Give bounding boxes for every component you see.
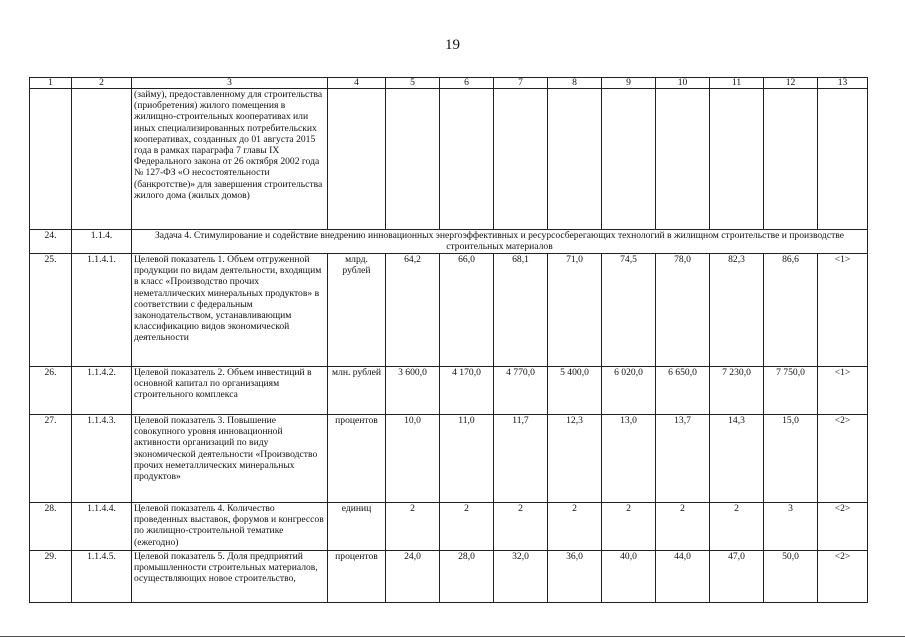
row-code: 1.1.4.4.	[72, 503, 132, 551]
table-row	[30, 367, 868, 415]
scan-bottom-edge	[0, 636, 905, 641]
value-cell: 68,1	[494, 254, 548, 367]
value-cell: 64,2	[386, 254, 440, 367]
indicator-text: Целевой показатель 4. Количество проведенных выставок, форумов и конгрессов по жилищно-строительной тематике (ежегодно)	[132, 503, 328, 551]
indicator-text: Целевой показатель 1. Объем отгруженной продукции по видам деятельности, входящим в класс «Производство прочих неметаллических минеральных продуктов» в соответствии с федеральным законодательством, устанавливающим классификацию видов экономической деятельности	[132, 254, 328, 367]
column-header: 8	[548, 78, 602, 89]
value-cell: 2	[386, 503, 440, 551]
note-cell: <2>	[818, 415, 868, 503]
row-number: 26.	[30, 367, 72, 415]
value-cell: 13,7	[656, 415, 710, 503]
column-header: 13	[818, 78, 868, 89]
indicator-text: Целевой показатель 2. Объем инвестиций в основной капитал по организациям строительного комплекса	[132, 367, 328, 415]
task-row	[30, 230, 868, 254]
column-header: 4	[328, 78, 386, 89]
column-header: 7	[494, 78, 548, 89]
cell-empty	[30, 89, 72, 230]
value-cell: 44,0	[656, 551, 710, 603]
unit: млн. рублей	[328, 367, 386, 415]
value-cell: 47,0	[710, 551, 764, 603]
row-code: 1.1.4.2.	[72, 367, 132, 415]
table-row	[30, 503, 868, 551]
row-number: 27.	[30, 415, 72, 503]
column-header: 9	[602, 78, 656, 89]
column-header: 1	[30, 78, 72, 89]
value-cell: 11,0	[440, 415, 494, 503]
cell-empty	[494, 89, 548, 230]
value-cell: 12,3	[548, 415, 602, 503]
value-cell: 13,0	[602, 415, 656, 503]
indicator-text: Целевой показатель 5. Доля предприятий промышленности строительных материалов, осуществляющих новое строительство,	[132, 551, 328, 603]
table-row	[30, 551, 868, 603]
value-cell: 7 230,0	[710, 367, 764, 415]
value-cell: 3	[764, 503, 818, 551]
note-cell: <2>	[818, 551, 868, 603]
table-row	[30, 254, 868, 367]
note-cell: <2>	[818, 503, 868, 551]
value-cell: 40,0	[602, 551, 656, 603]
cell-empty	[764, 89, 818, 230]
value-cell: 2	[494, 503, 548, 551]
unit: процентов	[328, 551, 386, 603]
value-cell: 82,3	[710, 254, 764, 367]
cell-empty	[328, 89, 386, 230]
cell-empty	[440, 89, 494, 230]
row-code: 1.1.4.5.	[72, 551, 132, 603]
value-cell: 2	[602, 503, 656, 551]
value-cell: 10,0	[386, 415, 440, 503]
value-cell: 4 170,0	[440, 367, 494, 415]
cell-empty	[72, 89, 132, 230]
column-header: 6	[440, 78, 494, 89]
value-cell: 36,0	[548, 551, 602, 603]
note-cell: <1>	[818, 367, 868, 415]
value-cell: 11,7	[494, 415, 548, 503]
page-number: 19	[445, 37, 460, 53]
cell-empty	[710, 89, 764, 230]
value-cell: 2	[548, 503, 602, 551]
column-header: 2	[72, 78, 132, 89]
value-cell: 32,0	[494, 551, 548, 603]
column-header: 10	[656, 78, 710, 89]
indicator-text: Целевой показатель 3. Повышение совокупного уровня инновационной активности организаций по виду экономической деятельности «Производство прочих неметаллических минеральных продуктов»	[132, 415, 328, 503]
column-header: 12	[764, 78, 818, 89]
value-cell: 3 600,0	[386, 367, 440, 415]
row-code: 1.1.4.3.	[72, 415, 132, 503]
continuation-text: (займу), предоставленному для строительства (приобретения) жилого помещения в жилищно-строительных кооперативах или иных специализированных потребительских кооперативах, созданных до 01 августа 2015 года в рамках параграфа 7 главы IX Федерального закона от 26 октября 2002 года № 127-ФЗ «О несостоятельности (банкротстве)» для завершения строительства жилого дома (жилых домов)	[132, 89, 328, 230]
cell-empty	[656, 89, 710, 230]
value-cell: 2	[710, 503, 764, 551]
task-title: Задача 4. Стимулирование и содействие внедрению инновационных энергоэффективных и ресурсосберегающих технологий в жилищном строительстве и производстве строительных материалов	[132, 230, 868, 254]
unit: процентов	[328, 415, 386, 503]
continuation-row	[30, 89, 868, 230]
value-cell: 86,6	[764, 254, 818, 367]
value-cell: 50,0	[764, 551, 818, 603]
value-cell: 6 020,0	[602, 367, 656, 415]
value-cell: 5 400,0	[548, 367, 602, 415]
value-cell: 24,0	[386, 551, 440, 603]
unit: единиц	[328, 503, 386, 551]
row-number: 28.	[30, 503, 72, 551]
value-cell: 74,5	[602, 254, 656, 367]
value-cell: 6 650,0	[656, 367, 710, 415]
cell-empty	[818, 89, 868, 230]
value-cell: 78,0	[656, 254, 710, 367]
value-cell: 14,3	[710, 415, 764, 503]
value-cell: 2	[656, 503, 710, 551]
column-header: 3	[132, 78, 328, 89]
cell-empty	[602, 89, 656, 230]
value-cell: 15,0	[764, 415, 818, 503]
value-cell: 71,0	[548, 254, 602, 367]
value-cell: 4 770,0	[494, 367, 548, 415]
row-number: 29.	[30, 551, 72, 603]
indicators-table	[29, 77, 868, 603]
row-code: 1.1.4.1.	[72, 254, 132, 367]
cell-empty	[386, 89, 440, 230]
cell-empty	[548, 89, 602, 230]
unit: млрд. рублей	[328, 254, 386, 367]
row-number: 24.	[30, 230, 72, 254]
value-cell: 28,0	[440, 551, 494, 603]
value-cell: 7 750,0	[764, 367, 818, 415]
note-cell: <1>	[818, 254, 868, 367]
table-row	[30, 415, 868, 503]
value-cell: 2	[440, 503, 494, 551]
column-number-header-row	[30, 78, 868, 89]
column-header: 11	[710, 78, 764, 89]
row-code: 1.1.4.	[72, 230, 132, 254]
value-cell: 66,0	[440, 254, 494, 367]
row-number: 25.	[30, 254, 72, 367]
scan-top-edge-mark	[120, 0, 320, 3]
column-header: 5	[386, 78, 440, 89]
